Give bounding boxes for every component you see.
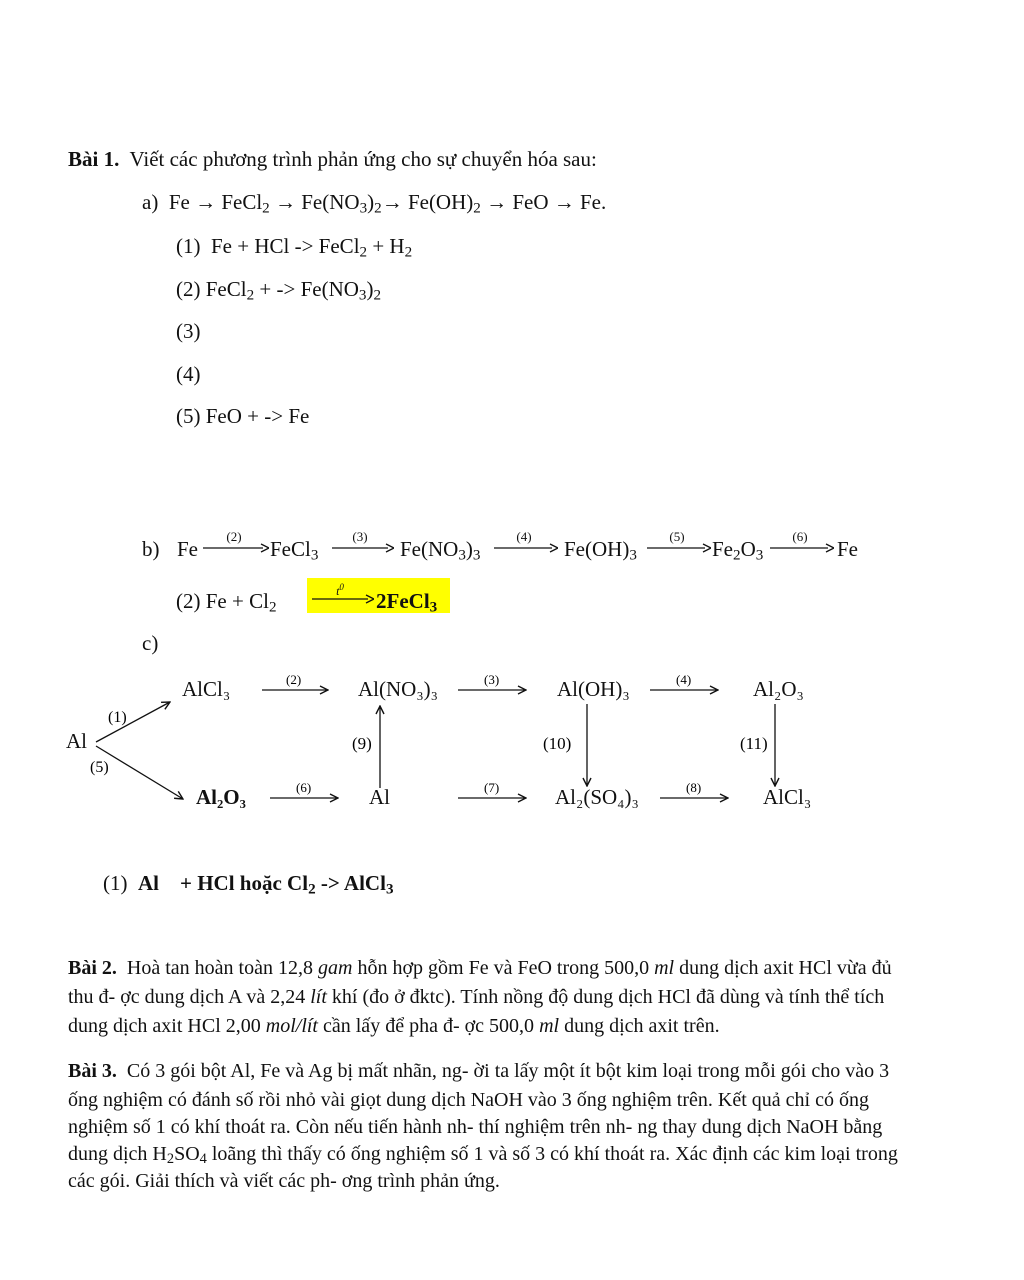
part-b-product: 2FeCl$_3$ [376, 589, 438, 616]
part-b-fe2o3: $Fe_2O_3$ [712, 537, 764, 564]
arrow-b3 [332, 540, 394, 556]
arrow-label-c5: (5) [90, 759, 109, 776]
node-al2o3-bottom: Al₂O₃ [196, 785, 246, 809]
arrow-condition [312, 591, 374, 607]
arrow-label-c2: (2) [286, 672, 302, 687]
arrow-label-c11: (11) [740, 734, 768, 753]
arrow-label-c7: (7) [484, 780, 500, 795]
part-a-eq3: (3) [176, 319, 201, 343]
part-a-label: a) [142, 190, 159, 214]
bai3-line5: các gói. Giải thích và viết các ph- ơng trình phản ứng. [68, 1170, 500, 1192]
part-a-chain: a) Fe → FeCl$_2$ → $Fe(NO_3)_2\to Fe(OH)_2$ → FeO → Fe. [142, 190, 607, 217]
bai3-line4: dung dịch $H_2SO_4$ loãng thì thấy có ống nghiệm số 1 và số 3 có khí thoát ra. Xác định các kim loại trong [68, 1143, 898, 1168]
bai3-label: Bài 3. [68, 1060, 117, 1082]
arrow-label-b3: (3) [352, 529, 368, 544]
bai1-label: Bài 1. [68, 147, 120, 171]
node-alno33: Al(NO₃)₃ [358, 677, 438, 701]
arrow-label-c6: (6) [296, 780, 312, 795]
node-alcl3-top: AlCl₃ [182, 677, 231, 701]
bai2-line2: thu đ- ợc dung dịch A và 2,24 lít khí (đo ở đktc). Tính nồng độ dung dịch HCl đã dùng và tính thể tích [68, 986, 885, 1008]
part-b-fe-start: Fe [177, 537, 198, 561]
arrow-label-b6: (6) [792, 529, 808, 544]
part-b-feno33: $Fe(NO_3)_3$ [400, 537, 481, 564]
arrow-label-c4: (4) [676, 672, 692, 687]
arrow-label-b4: (4) [516, 529, 532, 544]
arrow-label-c9: (9) [352, 734, 372, 753]
node-al: Al [66, 729, 87, 753]
node-alcl3-bottom: AlCl₃ [763, 785, 812, 809]
arrow-label-c1: (1) [108, 709, 127, 726]
arrow-b4 [494, 540, 558, 556]
node-al-bottom: Al [369, 785, 390, 809]
part-b-label: b) [142, 537, 160, 561]
part-b-fe-end: Fe [837, 537, 858, 561]
part-a-eq4: (4) [176, 362, 201, 386]
arrow-label-b2: (2) [226, 529, 242, 544]
arrow-label-c10: (10) [543, 734, 572, 753]
arrow-b5 [647, 540, 711, 556]
part-c-diagram [0, 660, 1024, 820]
part-a-eq2: (2) FeCl$_2$ + -> $Fe(NO_3)_2$ [176, 277, 382, 304]
arrow-c5 [96, 746, 183, 799]
bai1-heading [68, 146, 597, 172]
node-aloh3: Al(OH)₃ [557, 677, 630, 701]
bai3-line1: Bài 3. Có 3 gói bột Al, Fe và Ag bị mất nhãn, ng- ời ta lấy một ít bột kim loại trong mỗi gói cho vào 3 [68, 1060, 890, 1082]
bai1-title: Viết các phương trình phản ứng cho sự chuyển hóa sau: [129, 147, 597, 171]
part-c-label: c) [142, 631, 159, 655]
part-c-eq1: (1) Al + HCl hoặc $Cl_2$ -> AlCl$_3$ [103, 871, 394, 898]
node-al2so43: Al₂(SO₄)₃ [555, 785, 639, 809]
condition-t0: $t^0$ [336, 582, 344, 598]
part-b-eq2: (2) $Fe + Cl_2$ [176, 589, 277, 616]
bai3-line2: ống nghiệm có đánh số rồi nhỏ vài giọt dung dịch NaOH vào 3 ống nghiệm trên. Kết quả chỉ có ống [68, 1089, 869, 1111]
bai3-line3: nghiệm số 1 có khí thoát ra. Còn nếu tiến hành nh- thí nghiệm trên nh- ng thay dung dịch NaOH bằng [68, 1116, 883, 1138]
arrow-label-c3: (3) [484, 672, 500, 687]
arrow-b6 [770, 540, 834, 556]
part-a-eq5: (5) FeO + -> Fe [176, 404, 310, 428]
part-b-fecl3: FeCl$_3$ [270, 537, 319, 564]
bai2-line1: Bài 2. Hoà tan hoàn toàn 12,8 gam hỗn hợp gồm Fe và FeO trong 500,0 ml dung dịch axit HCl vừa đủ [68, 957, 892, 979]
part-b-feoh3: $Fe(OH)_3$ [564, 537, 637, 564]
arrow-label-b5: (5) [669, 529, 685, 544]
arrow-label-c8: (8) [686, 780, 702, 795]
bai2-label: Bài 2. [68, 957, 117, 979]
part-a-eq1: (1) Fe + HCl -> FeCl$_2$ + $H_2$ [176, 234, 413, 261]
node-al2o3-top: Al₂O₃ [753, 677, 804, 701]
bai2-line3: dung dịch axit HCl 2,00 mol/lít cần lấy để pha đ- ợc 500,0 ml dung dịch axit trên. [68, 1015, 720, 1037]
arrow-b2 [203, 540, 269, 556]
